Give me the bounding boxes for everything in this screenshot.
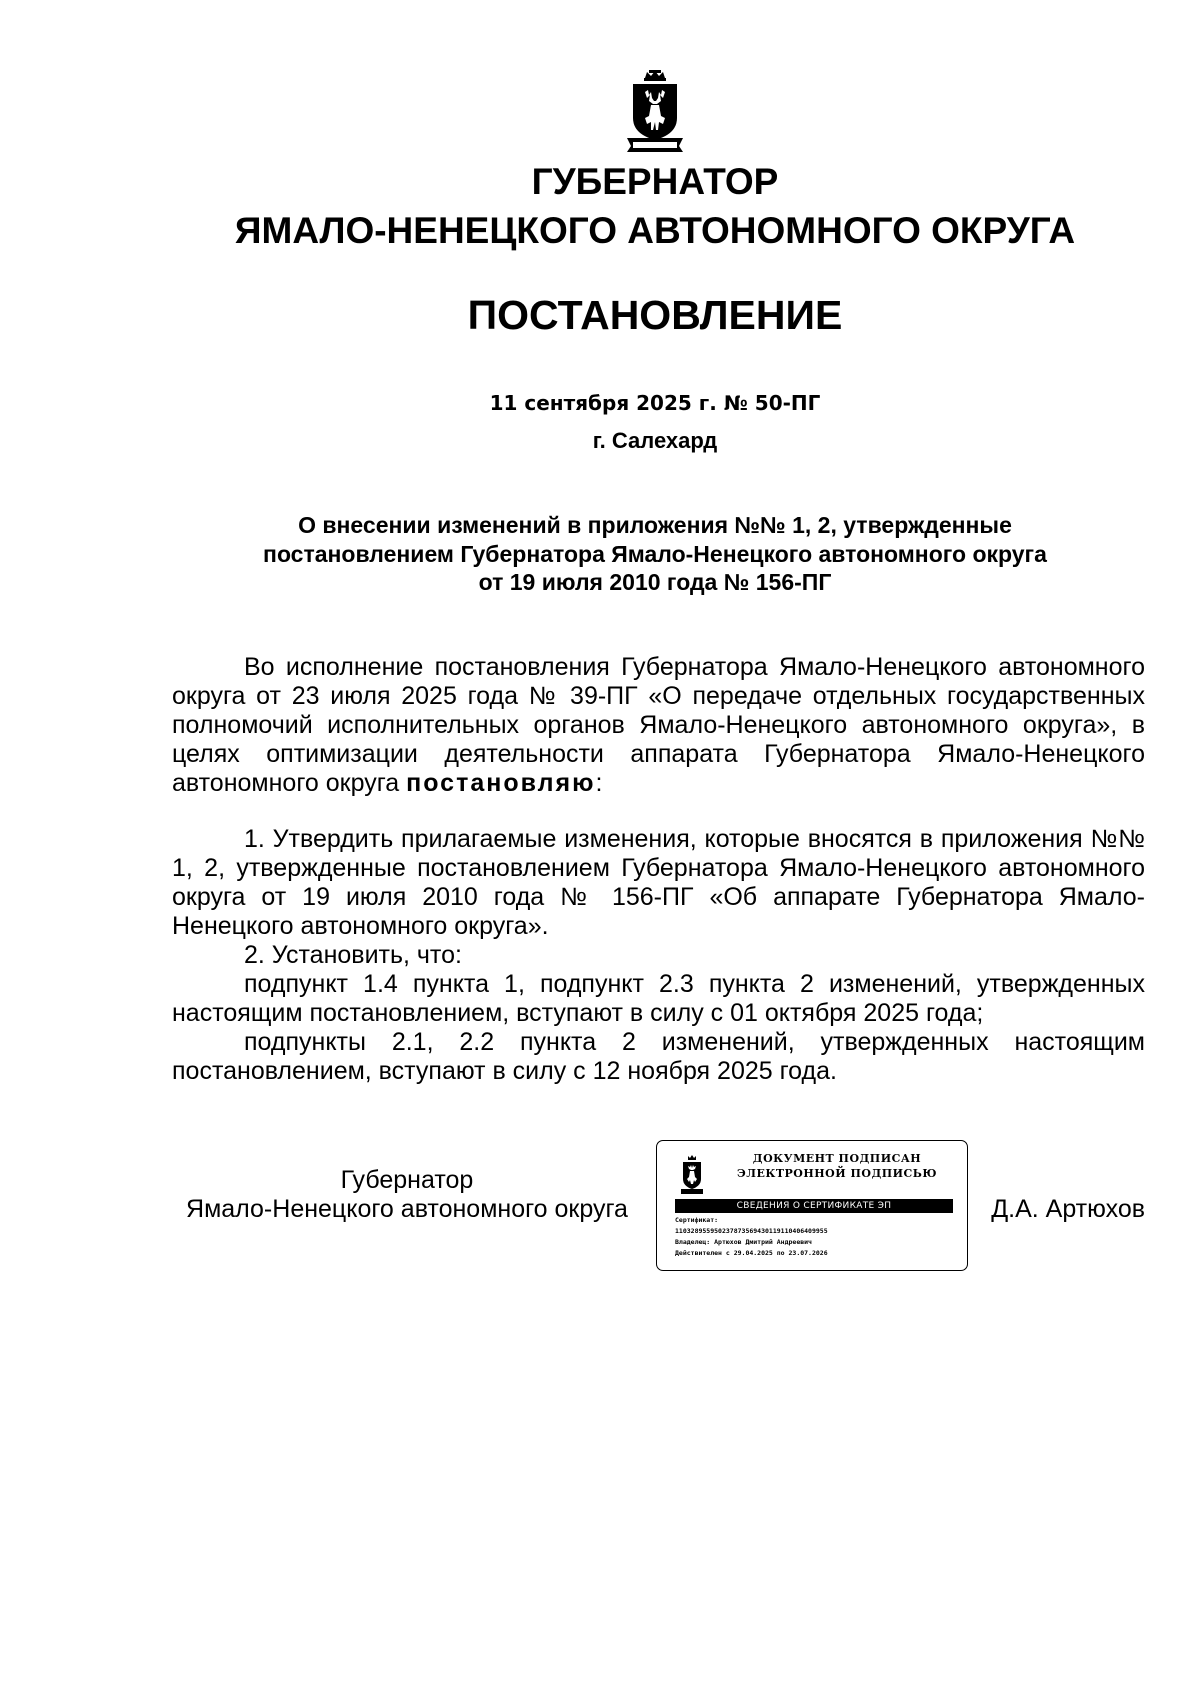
operative-part: [172, 825, 1145, 1086]
preamble: [172, 653, 1145, 798]
electronic-signature-stamp: [656, 1140, 968, 1271]
date-and-number: 11 сентября 2025 г. № 50-ПГ: [489, 391, 821, 415]
certificate-number: 110328955950237873569430119110406409955: [675, 1227, 828, 1235]
document-subject: [150, 511, 1160, 597]
decree-word: постановляю: [406, 769, 596, 797]
item-2-subparagraph: подпункты 2.1, 2.2 пункта 2 изменений, утвержденных настоящим постановлением, вступают в силу с 12 ноября 2025 года.: [172, 1028, 1145, 1085]
certificate-label: Сертификат:: [675, 1216, 719, 1224]
subject-line: от 19 июля 2010 года № 156-ПГ: [478, 569, 832, 595]
authority-region: ЯМАЛО-НЕНЕЦКОГО АВТОНОМНОГО ОКРУГА: [234, 210, 1076, 251]
item-2: 2. Установить, что:: [244, 941, 462, 969]
certificate-owner: Владелец: Артюхов Дмитрий Андреевич: [675, 1238, 812, 1246]
signatory-title: [172, 1166, 642, 1224]
certificate-info-bar: СВЕДЕНИЯ О СЕРТИФИКАТЕ ЭП: [675, 1199, 953, 1213]
coat-of-arms-icon: [679, 1155, 705, 1195]
stamp-heading-line: ДОКУМЕНТ ПОДПИСАН: [752, 1152, 922, 1165]
document-type: ПОСТАНОВЛЕНИЕ: [467, 292, 843, 338]
subject-line: О внесении изменений в приложения №№ 1, 2, утвержденные: [298, 512, 1012, 538]
preamble-paragraph: [172, 653, 1145, 798]
stamp-heading-line: ЭЛЕКТРОННОЙ ПОДПИСЬЮ: [736, 1167, 938, 1180]
authority-title: ГУБЕРНАТОР: [531, 161, 779, 202]
item-1: 1. Утвердить прилагаемые изменения, которые вносятся в приложения №№ 1, 2, утвержденные постановлением Губернатора Ямало-Ненецкого автономного округа от 19 июля 2010 года № 156-ПГ «Об аппарате Губернатора Ямало-Ненецкого автономного округа».: [172, 825, 1145, 940]
signatory-position: Губернатор: [340, 1166, 474, 1194]
item-2-subparagraph: подпункт 1.4 пункта 1, подпункт 2.3 пункта 2 изменений, утвержденных настоящим постановлением, вступают в силу с 01 октября 2025 года;: [172, 970, 1145, 1027]
preamble-end: :: [595, 769, 603, 797]
issuing-authority: [150, 157, 1160, 255]
certificate-details: [675, 1215, 960, 1259]
certificate-validity: Действителен с 29.04.2025 по 23.07.2026: [675, 1249, 828, 1257]
coat-of-arms-icon: [623, 68, 687, 154]
signatory-name: Д.А. Артюхов: [991, 1195, 1145, 1223]
signatory-region: Ямало-Ненецкого автономного округа: [186, 1195, 628, 1223]
stamp-heading: [717, 1151, 957, 1181]
subject-line: постановлением Губернатора Ямало-Ненецкого автономного округа: [263, 540, 1047, 567]
city: г. Салехард: [592, 428, 718, 453]
preamble-text: Во исполнение постановления Губернатора Ямало-Ненецкого автономного округа от 23 июля 2025 года № 39-ПГ «О передаче отдельных государственных полномочий исполнительных органов Ямало-Ненецкого автономного округа», в целях оптимизации деятельности аппарата Губернатора Ямало-Ненецкого автономного округа: [172, 653, 1145, 797]
